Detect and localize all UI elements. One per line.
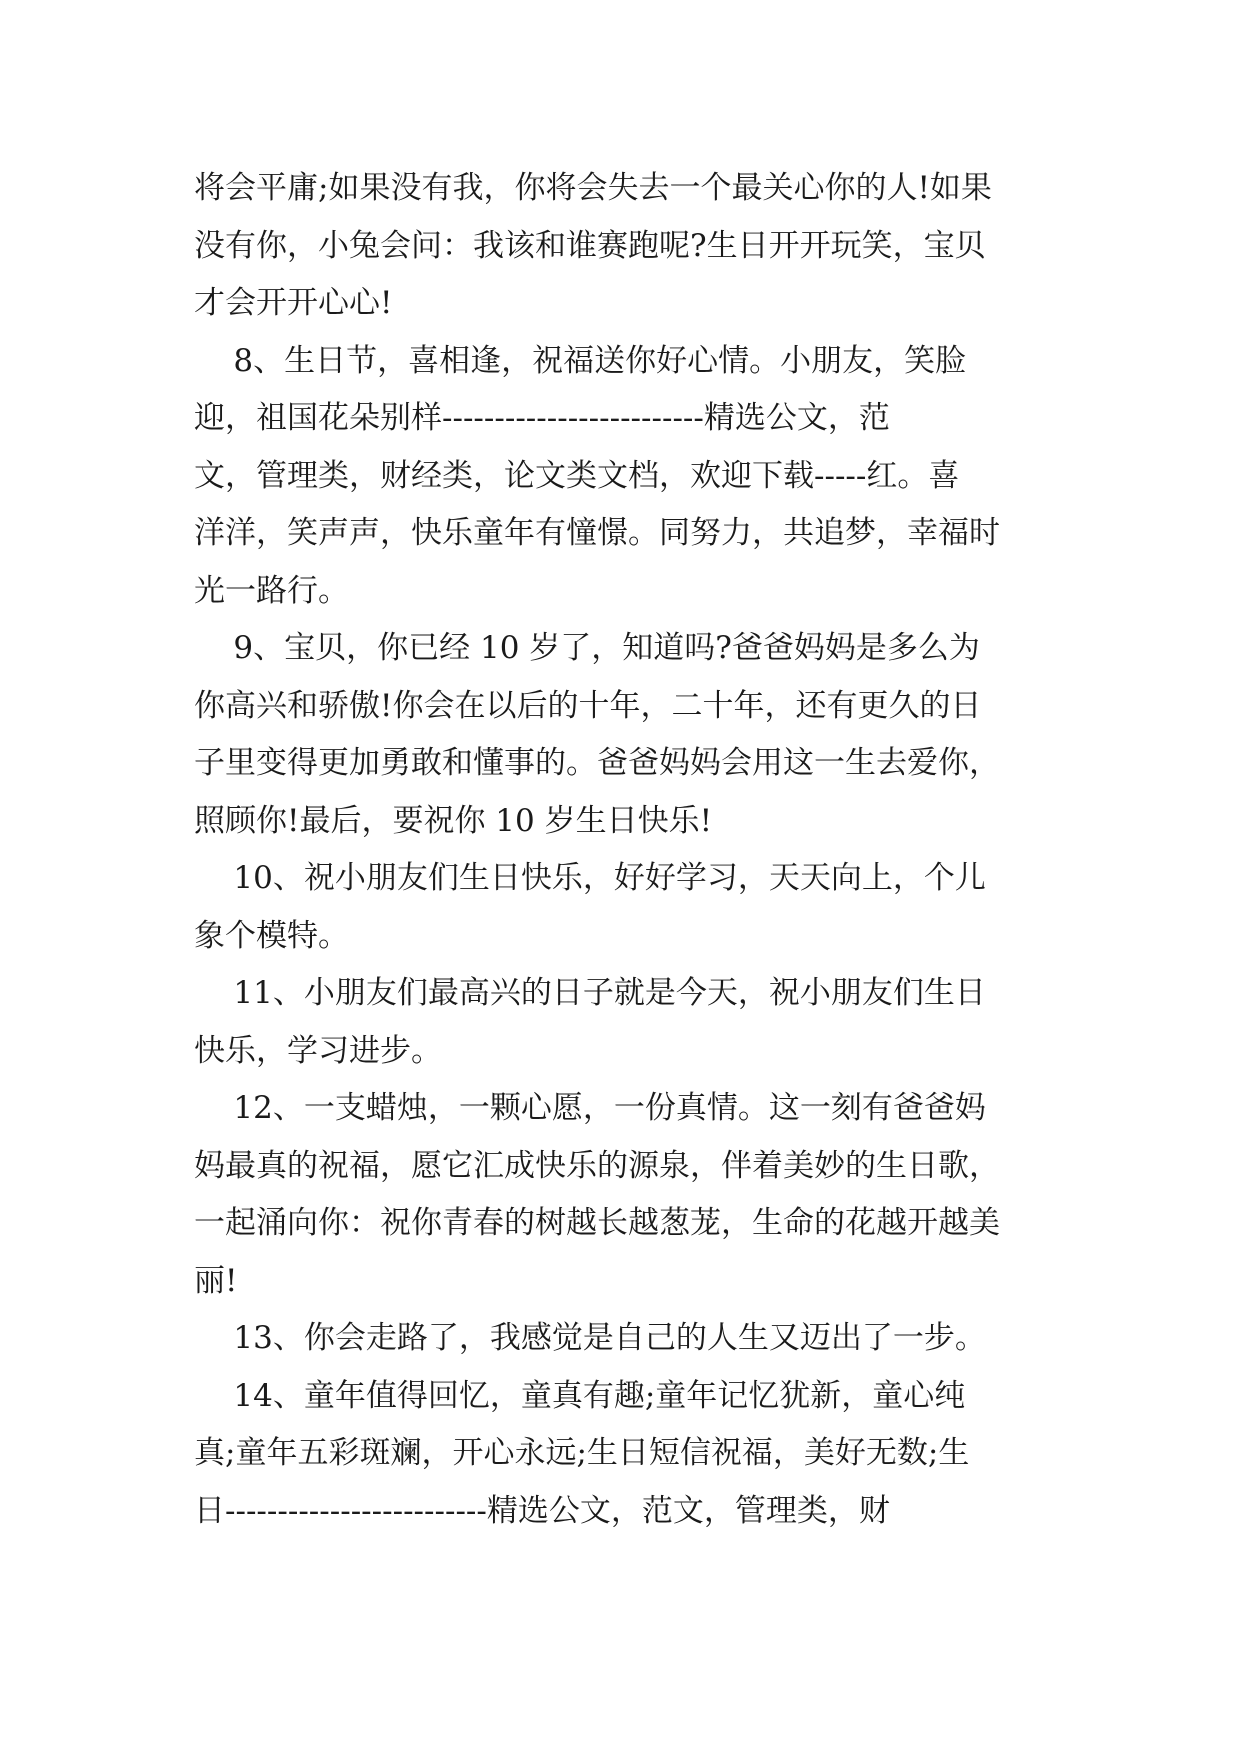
paragraph-item-11 <box>194 965 1054 1080</box>
text-line: 子里变得更加勇敢和懂事的。爸爸妈妈会用这一生去爱你， <box>194 745 1000 781</box>
text-line: 快乐，学习进步。 <box>194 1032 442 1069</box>
text-line: 象个模特。 <box>194 917 349 954</box>
text-line: 丽! <box>194 1262 238 1299</box>
paragraph-item-12 <box>194 1080 1054 1310</box>
text-line: 光一路行。 <box>194 572 349 609</box>
text-line: 12、一支蜡烛，一颗心愿，一份真情。这一刻有爸爸妈 <box>194 1090 986 1126</box>
text-line: 妈最真的祝福，愿它汇成快乐的源泉，伴着美妙的生日歌， <box>194 1147 1000 1184</box>
text-line: 照顾你!最后，要祝你 10 岁生日快乐! <box>194 802 713 839</box>
text-line: 14、童年值得回忆，童真有趣;童年记忆犹新，童心纯 <box>194 1377 966 1414</box>
text-line: 你高兴和骄傲!你会在以后的十年，二十年，还有更久的日 <box>194 687 982 724</box>
paragraph-item-14 <box>194 1368 1054 1541</box>
text-line: 没有你，小兔会问：我该和谁赛跑呢?生日开开玩笑，宝贝 <box>194 227 986 264</box>
text-line: 一起涌向你：祝你青春的树越长越葱茏，生命的花越开越美 <box>194 1205 1000 1241</box>
text-line: 13、你会走路了，我感觉是自己的人生又迈出了一步。 <box>194 1320 986 1356</box>
paragraph-item-9 <box>194 620 1054 850</box>
text-line: 文，管理类，财经类，论文类文档，欢迎下载-----红。喜 <box>194 457 960 494</box>
paragraph-item-8 <box>194 333 1054 621</box>
text-line: 8、生日节，喜相逢，祝福送你好心情。小朋友，笑脸 <box>194 342 967 379</box>
text-line: 11、小朋友们最高兴的日子就是今天，祝小朋友们生日 <box>194 975 986 1011</box>
text-line: 10、祝小朋友们生日快乐，好好学习，天天向上，个儿 <box>194 860 986 896</box>
text-line: 日-------------------------精选公文，范文，管理类，财 <box>194 1492 890 1529</box>
text-line: 洋洋，笑声声，快乐童年有憧憬。同努力，共追梦，幸福时 <box>194 515 1000 551</box>
text-line: 将会平庸;如果没有我，你将会失去一个最关心你的人!如果 <box>194 170 992 206</box>
text-line: 迎，祖国花朵别样-------------------------精选公文，范 <box>194 400 890 436</box>
paragraph-continuation <box>194 160 1054 333</box>
text-line: 才会开开心心! <box>194 285 393 321</box>
paragraph-item-10 <box>194 850 1054 965</box>
text-line: 9、宝贝，你已经 10 岁了，知道吗?爸爸妈妈是多么为 <box>194 630 980 666</box>
text-line: 真;童年五彩斑斓，开心永远;生日短信祝福，美好无数;生 <box>194 1435 970 1471</box>
paragraph-item-13 <box>194 1310 1054 1368</box>
document-body <box>194 160 1054 1540</box>
